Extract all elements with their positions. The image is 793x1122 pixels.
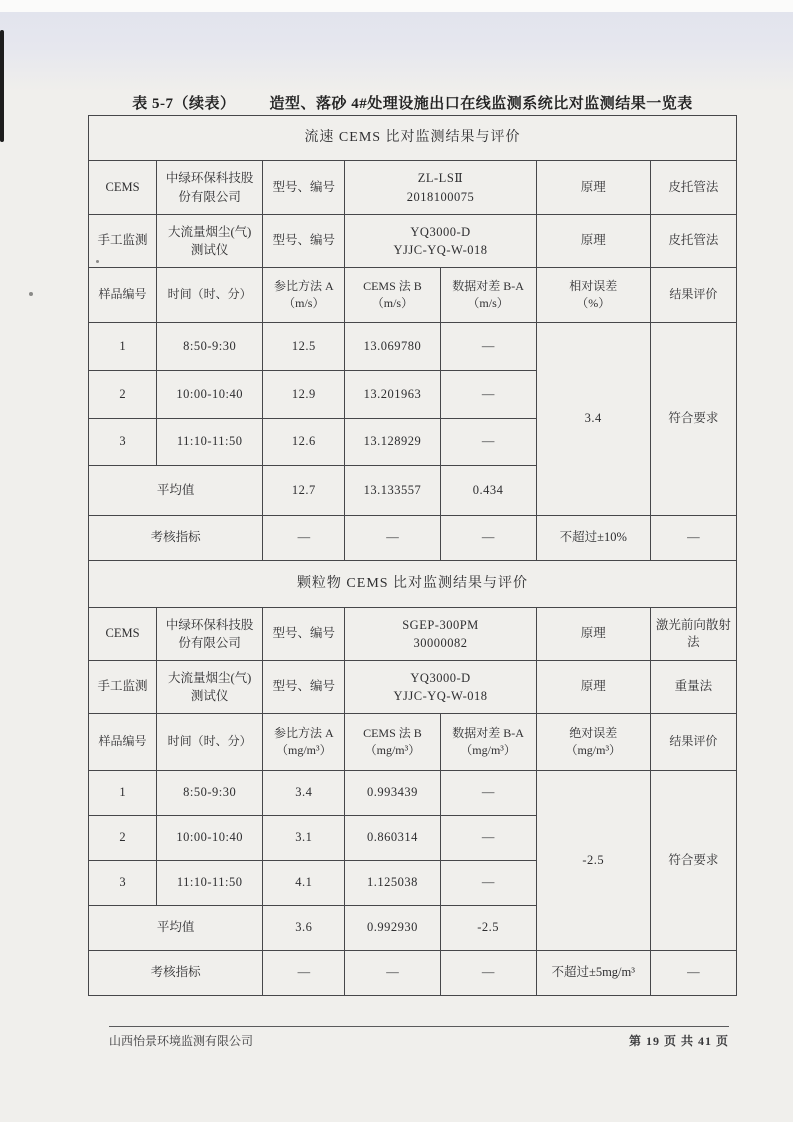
flow-assessment-limit: 不超过±10%: [536, 516, 650, 561]
flow-col-ref-label: 参比方法 A: [273, 278, 334, 293]
flow-col-cems-label: CEMS 法 B: [363, 278, 422, 293]
flow-col-error: [536, 268, 650, 323]
flow-cems-type: CEMS: [89, 161, 157, 215]
pm-r3-diff: —: [440, 861, 536, 906]
pm-col-error: [536, 714, 650, 771]
pm-cems-equipment-row: [89, 608, 737, 661]
pm-cems-maker-line2: 份有限公司: [178, 636, 241, 650]
footer-page-number: 第 19 页 共 41 页: [628, 1034, 729, 1048]
pm-assessment-cems: —: [345, 951, 440, 996]
flow-col-cems-unit: （m/s）: [371, 296, 414, 310]
pm-average-cems: 0.992930: [345, 906, 440, 951]
pm-cems-principle-label: 原理: [536, 608, 650, 661]
flow-col-ref-unit: （m/s）: [283, 296, 325, 310]
pm-r2-time: 10:00-10:40: [157, 816, 263, 861]
pm-assessment-eval: —: [650, 951, 736, 996]
pm-cems-type: CEMS: [89, 608, 157, 661]
flow-r2-no: 2: [89, 371, 157, 419]
footer-company: 山西怡景环境监测有限公司: [109, 1034, 254, 1048]
pm-r1-ref: 3.4: [263, 771, 345, 816]
flow-column-header-row: [89, 268, 737, 323]
flow-r2-ref: 12.9: [263, 371, 345, 419]
flow-assessment-diff: —: [440, 516, 536, 561]
pm-manual-equipment-row: [89, 661, 737, 714]
scan-top-tint-band: [0, 12, 793, 92]
pm-section-title: 颗粒物 CEMS 比对监测结果与评价: [89, 561, 737, 608]
pm-r1-cems: 0.993439: [345, 771, 440, 816]
pm-r2-cems: 0.860314: [345, 816, 440, 861]
flow-r3-ref: 12.6: [263, 419, 345, 466]
pm-manual-model-line1: YQ3000-D: [410, 670, 471, 685]
pm-average-label: 平均值: [89, 906, 263, 951]
pm-data-row-1: [89, 771, 737, 816]
flow-average-label: 平均值: [89, 466, 263, 516]
flow-manual-principle: 皮托管法: [650, 215, 736, 268]
pm-col-ref-label: 参比方法 A: [273, 725, 334, 740]
flow-col-diff-unit: （m/s）: [467, 296, 509, 310]
pm-col-cems-unit: （mg/m³）: [364, 743, 421, 757]
pm-manual-instrument: [157, 661, 263, 714]
pm-r3-cems: 1.125038: [345, 861, 440, 906]
flow-relative-error-value: 3.4: [536, 323, 650, 516]
flow-col-ref: [263, 268, 345, 323]
pm-assessment-limit: 不超过±5mg/m³: [536, 951, 650, 996]
pm-evaluation-value: 符合要求: [650, 771, 736, 951]
pm-cems-model-value: [345, 608, 536, 661]
pm-manual-instrument-line2: 测试仪: [190, 689, 229, 703]
flow-cems-maker-line2: 份有限公司: [178, 189, 241, 204]
flow-r3-cems: 13.128929: [345, 419, 440, 466]
flow-r3-time: 11:10-11:50: [157, 419, 263, 466]
pm-manual-type: 手工监测: [89, 661, 157, 714]
flow-section-header-row: [89, 116, 737, 161]
pm-cems-model-label: 型号、编号: [263, 608, 345, 661]
flow-manual-model-line2: YJJC-YQ-W-018: [393, 243, 488, 257]
flow-cems-model-label: 型号、编号: [263, 161, 345, 215]
pm-assessment-diff: —: [440, 951, 536, 996]
flow-manual-model-line1: YQ3000-D: [410, 224, 471, 239]
flow-data-row-1: [89, 323, 737, 371]
flow-cems-principle: 皮托管法: [650, 161, 736, 215]
flow-manual-instrument-line2: 测试仪: [190, 243, 229, 257]
pm-cems-model-line1: SGEP-300PM: [402, 617, 479, 632]
pm-col-error-label: 绝对误差: [569, 725, 618, 740]
flow-col-sample: 样品编号: [89, 268, 157, 323]
flow-assessment-cems: —: [345, 516, 440, 561]
flow-assessment-label: 考核指标: [89, 516, 263, 561]
pm-assessment-ref: —: [263, 951, 345, 996]
pm-r2-ref: 3.1: [263, 816, 345, 861]
flow-evaluation-value: 符合要求: [650, 323, 736, 516]
pm-assessment-row: [89, 951, 737, 996]
pm-r1-diff: —: [440, 771, 536, 816]
flow-r1-time: 8:50-9:30: [157, 323, 263, 371]
pm-r3-ref: 4.1: [263, 861, 345, 906]
flow-cems-model-line1: ZL-LSⅡ: [417, 171, 464, 186]
pm-r2-no: 2: [89, 816, 157, 861]
pm-average-ref: 3.6: [263, 906, 345, 951]
flow-col-error-unit: （%）: [576, 296, 611, 310]
flow-manual-model-value: [345, 215, 536, 268]
pm-col-cems-label: CEMS 法 B: [363, 725, 422, 740]
flow-r3-diff: —: [440, 419, 536, 466]
flow-cems-maker: [157, 161, 263, 215]
pm-col-diff: [440, 714, 536, 771]
flow-r2-diff: —: [440, 371, 536, 419]
flow-cems-maker-line1: 中绿环保科技股: [165, 171, 254, 186]
page-title: [88, 92, 737, 113]
pm-manual-principle-label: 原理: [536, 661, 650, 714]
flow-assessment-eval: —: [650, 516, 736, 561]
pm-col-time: 时间（时、分）: [157, 714, 263, 771]
scan-speck: [29, 292, 33, 296]
flow-assessment-row: [89, 516, 737, 561]
flow-cems-model-value: [345, 161, 536, 215]
flow-r1-diff: —: [440, 323, 536, 371]
pm-col-ref-unit: （mg/m³）: [276, 743, 332, 757]
flow-manual-model-label: 型号、编号: [263, 215, 345, 268]
pm-col-ref: [263, 714, 345, 771]
flow-cems-principle-label: 原理: [536, 161, 650, 215]
flow-average-ref: 12.7: [263, 466, 345, 516]
pm-cems-maker: [157, 608, 263, 661]
flow-col-diff-label: 数据对差 B-A: [452, 278, 524, 293]
pm-col-diff-unit: （mg/m³）: [460, 743, 516, 757]
flow-manual-equipment-row: [89, 215, 737, 268]
flow-average-cems: 13.133557: [345, 466, 440, 516]
flow-assessment-ref: —: [263, 516, 345, 561]
table-title: 造型、落砂 4#处理设施出口在线监测系统比对监测结果一览表: [269, 96, 693, 112]
flow-col-time: 时间（时、分）: [157, 268, 263, 323]
pm-r1-time: 8:50-9:30: [157, 771, 263, 816]
flow-col-cems: [345, 268, 440, 323]
flow-average-diff: 0.434: [440, 466, 536, 516]
table-number: 表 5-7（续表）: [132, 96, 236, 112]
pm-assessment-label: 考核指标: [89, 951, 263, 996]
flow-r1-cems: 13.069780: [345, 323, 440, 371]
pm-manual-model-value: [345, 661, 536, 714]
flow-r2-cems: 13.201963: [345, 371, 440, 419]
page-footer: [109, 1026, 729, 1049]
flow-r1-ref: 12.5: [263, 323, 345, 371]
flow-manual-type: 手工监测: [89, 215, 157, 268]
pm-column-header-row: [89, 714, 737, 771]
flow-cems-equipment-row: [89, 161, 737, 215]
pm-col-error-unit: （mg/m³）: [565, 743, 622, 757]
pm-col-eval: 结果评价: [650, 714, 736, 771]
comparison-table: [88, 115, 737, 996]
pm-average-diff: -2.5: [440, 906, 536, 951]
flow-col-eval: 结果评价: [650, 268, 736, 323]
pm-manual-model-line2: YJJC-YQ-W-018: [393, 689, 488, 703]
pm-r3-time: 11:10-11:50: [157, 861, 263, 906]
flow-section-title: 流速 CEMS 比对监测结果与评价: [89, 116, 737, 161]
pm-cems-model-line2: 30000082: [413, 636, 468, 650]
flow-manual-principle-label: 原理: [536, 215, 650, 268]
flow-manual-instrument: [157, 215, 263, 268]
pm-r1-no: 1: [89, 771, 157, 816]
flow-manual-instrument-line1: 大流量烟尘(气): [168, 224, 252, 239]
scan-left-edge-artifact: [0, 30, 4, 142]
pm-absolute-error-value: -2.5: [536, 771, 650, 951]
flow-col-diff: [440, 268, 536, 323]
scan-top-white-strip: [0, 0, 793, 12]
pm-manual-model-label: 型号、编号: [263, 661, 345, 714]
flow-r3-no: 3: [89, 419, 157, 466]
pm-col-sample: 样品编号: [89, 714, 157, 771]
pm-cems-maker-line1: 中绿环保科技股: [165, 617, 254, 632]
pm-r3-no: 3: [89, 861, 157, 906]
pm-manual-principle: 重量法: [650, 661, 736, 714]
pm-section-header-row: [89, 561, 737, 608]
pm-col-cems: [345, 714, 440, 771]
flow-col-error-label: 相对误差: [569, 278, 618, 293]
pm-col-diff-label: 数据对差 B-A: [452, 725, 524, 740]
flow-r1-no: 1: [89, 323, 157, 371]
pm-r2-diff: —: [440, 816, 536, 861]
pm-cems-principle: 激光前向散射法: [650, 608, 736, 661]
flow-r2-time: 10:00-10:40: [157, 371, 263, 419]
pm-manual-instrument-line1: 大流量烟尘(气): [168, 670, 252, 685]
flow-cems-model-line2: 2018100075: [406, 189, 475, 204]
